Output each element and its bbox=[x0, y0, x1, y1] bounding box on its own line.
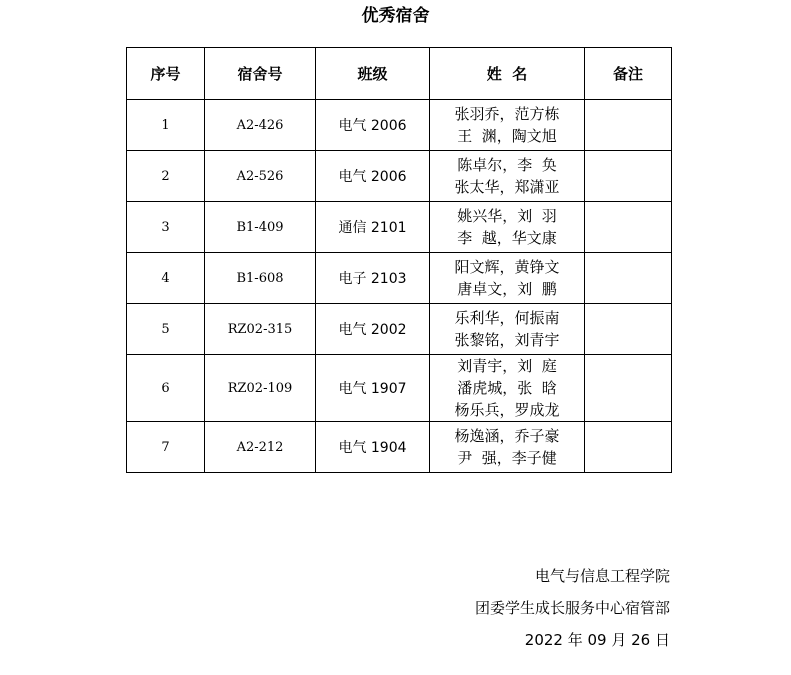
names-list bbox=[430, 103, 584, 147]
cell-class: 电气 2006 bbox=[316, 100, 430, 151]
table-row bbox=[127, 151, 672, 202]
cell-names bbox=[430, 202, 585, 253]
page-title: 优秀宿舍 bbox=[361, 6, 430, 26]
names-list bbox=[430, 256, 584, 300]
cell-class: 电气 2006 bbox=[316, 151, 430, 202]
cell-class: 电子 2103 bbox=[316, 253, 430, 304]
signature-college: 电气与信息工程学院 bbox=[534, 567, 670, 585]
header-room: 宿舍号 bbox=[205, 48, 316, 100]
header-index: 序号 bbox=[127, 48, 205, 100]
cell-remarks bbox=[585, 422, 672, 473]
cell-names bbox=[430, 422, 585, 473]
cell-index: 1 bbox=[127, 100, 205, 151]
cell-remarks bbox=[585, 100, 672, 151]
header-names-label: 姓 名 bbox=[486, 64, 528, 83]
table-row bbox=[127, 422, 672, 473]
names-list bbox=[430, 205, 584, 249]
name-line: 乐利华，何振南 bbox=[454, 309, 560, 327]
signature-date: 2022 年 09 月 26 日 bbox=[524, 631, 670, 649]
table-row bbox=[127, 202, 672, 253]
signature-department: 团委学生成长服务中心宿管部 bbox=[474, 599, 670, 617]
cell-remarks bbox=[585, 202, 672, 253]
cell-index: 4 bbox=[127, 253, 205, 304]
name-line: 张太华，郑潇亚 bbox=[454, 178, 560, 196]
table-body bbox=[127, 100, 672, 473]
name-line: 杨乐兵，罗成龙 bbox=[454, 401, 560, 419]
name-line: 姚兴华，刘 羽 bbox=[457, 207, 557, 225]
name-line: 尹 强，李子健 bbox=[457, 449, 557, 467]
name-line: 唐卓文，刘 鹏 bbox=[457, 280, 557, 298]
cell-names bbox=[430, 304, 585, 355]
header-remarks: 备注 bbox=[585, 48, 672, 100]
cell-names bbox=[430, 151, 585, 202]
cell-index: 3 bbox=[127, 202, 205, 253]
name-line: 陈卓尔，李 奂 bbox=[457, 156, 557, 174]
cell-names bbox=[430, 355, 585, 422]
cell-class: 电气 2002 bbox=[316, 304, 430, 355]
name-line: 阳文辉，黄铮文 bbox=[454, 258, 560, 276]
cell-class: 电气 1904 bbox=[316, 422, 430, 473]
table-header-row bbox=[127, 48, 672, 100]
name-line: 潘虎城，张 晗 bbox=[457, 379, 557, 397]
name-line: 刘青宇，刘 庭 bbox=[457, 357, 557, 375]
name-line: 王 渊，陶文旭 bbox=[457, 127, 557, 145]
cell-room: B1-409 bbox=[205, 202, 316, 253]
name-line: 李 越，华文康 bbox=[457, 229, 557, 247]
cell-class: 通信 2101 bbox=[316, 202, 430, 253]
table-row bbox=[127, 253, 672, 304]
cell-index: 6 bbox=[127, 355, 205, 422]
cell-remarks bbox=[585, 151, 672, 202]
cell-index: 7 bbox=[127, 422, 205, 473]
cell-room: RZ02-315 bbox=[205, 304, 316, 355]
cell-index: 5 bbox=[127, 304, 205, 355]
cell-room: A2-212 bbox=[205, 422, 316, 473]
cell-index: 2 bbox=[127, 151, 205, 202]
names-list bbox=[430, 425, 584, 469]
header-names bbox=[430, 48, 585, 100]
header-class: 班级 bbox=[316, 48, 430, 100]
cell-room: RZ02-109 bbox=[205, 355, 316, 422]
name-line: 杨逸涵，乔子豪 bbox=[454, 427, 560, 445]
cell-class: 电气 1907 bbox=[316, 355, 430, 422]
name-line: 张黎铭，刘青宇 bbox=[454, 331, 560, 349]
names-list bbox=[430, 307, 584, 351]
cell-room: A2-426 bbox=[205, 100, 316, 151]
cell-remarks bbox=[585, 253, 672, 304]
table-row bbox=[127, 304, 672, 355]
names-list bbox=[430, 355, 584, 421]
cell-names bbox=[430, 253, 585, 304]
name-line: 张羽乔，范方栋 bbox=[454, 105, 560, 123]
table-row bbox=[127, 355, 672, 422]
dorm-table bbox=[126, 47, 672, 473]
cell-names bbox=[430, 100, 585, 151]
cell-remarks bbox=[585, 304, 672, 355]
cell-room: A2-526 bbox=[205, 151, 316, 202]
cell-remarks bbox=[585, 355, 672, 422]
names-list bbox=[430, 154, 584, 198]
cell-room: B1-608 bbox=[205, 253, 316, 304]
table-row bbox=[127, 100, 672, 151]
